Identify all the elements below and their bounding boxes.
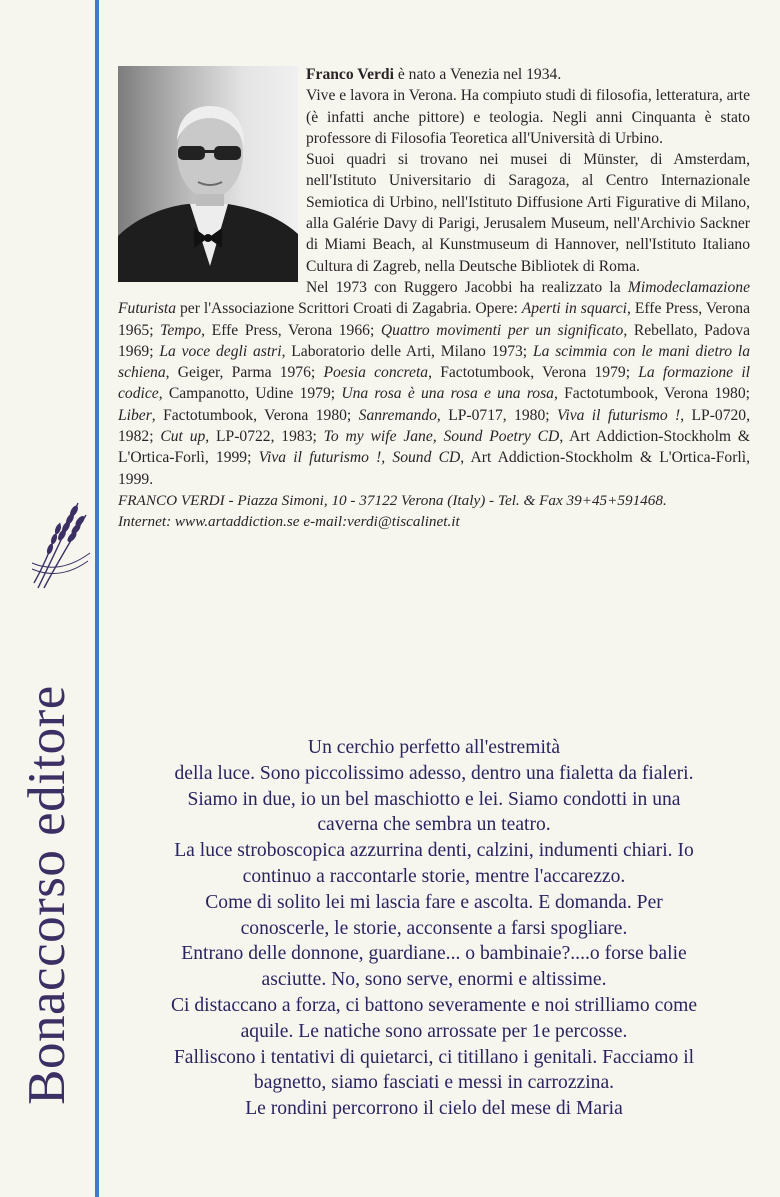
work-title: La formazione il codice [118,364,750,403]
poem-line: Un cerchio perfetto all'estremità [307,737,561,758]
contact-internet: Internet: www.artaddiction.se e-mail:verdi@tiscalinet.it [118,512,460,530]
work-title: La scimmia con le mani dietro la schiena [118,342,750,382]
work-detail: Nel 1973 con Ruggero Jacobbi ha realizzato la [306,278,628,296]
poem-line: Entrano delle donnone, guardiane... o bambinaie?....o forse balie [181,943,687,965]
poem-line: aquile. Le natiche sono arrossate per 1e percosse. [240,1020,628,1042]
work-detail: , LP-0717, 1980; [436,406,557,424]
work-detail: , Art Addiction-Stockholm & L'Ortica-Forlì, 1999; [118,428,750,467]
bio-career: Vive e lavora in Verona. Ha compiuto studi di filosofia, letteratura, arte (è infatti anche pittore) e teologia. Negli anni Cinquanta è stato professore di Filosofia Teoretica all'Università di Urbino. [306,87,750,147]
work-detail: , LP-0720, 1982; [118,406,750,446]
contact-address: FRANCO VERDI - Piazza Simoni, 10 - 37122 Verona (Italy) - Tel. & Fax 39+45+591468. [118,491,667,509]
work-detail: , Art Addiction-Stockholm & L'Ortica-Forlì, 1999. [118,449,750,488]
work-detail: , LP-0722, 1983; [205,428,324,446]
work-title: Sanremando [358,406,437,424]
work-title: Viva il futurismo ! [557,406,681,424]
work-title: Aperti in squarci [521,300,627,318]
poem-text [118,735,750,1122]
bio-collections: Suoi quadri si trovano nei musei di Münster, di Amsterdam, nell'Istituto Universitario di Saragoza, al Centro Internazionale Semiotica di Urbino, nell'Istituto Diffusione Arti Figurative di Milano, alla Galérie Davy di Parigi, Jerusalem Museum, nell'Archivio Sackner di Miami Beach, al Kunstmuseum di Hannover, nell'Istituto Italiano Cultura di Zagreb, nella Deutsche Bibliotek di Roma. [306,151,750,275]
poem-line: della luce. Sono piccolissimo adesso, dentro una fialetta da fialeri. [174,762,694,784]
work-detail: , Effe Press, Verona 1965; [118,300,750,339]
poem-line: Come di solito lei mi lascia fare e ascolta. E domanda. Per [205,891,663,913]
work-title: Quattro movimenti per un significato [380,321,624,339]
work-title: To my wife Jane, Sound Poetry CD [323,428,560,446]
work-title: Una rosa è una rosa e una rosa [341,385,554,403]
work-title: Viva il futurismo !, Sound CD [258,449,461,467]
poem-line: La luce stroboscopica azzurrina denti, calzini, indumenti chiari. Io [174,840,694,862]
bio-intro: Franco Verdi è nato a Venezia nel 1934. [306,66,562,83]
poem-line: caverna che sembra un teatro. [317,814,551,836]
work-detail: , Geiger, Parma 1976; [165,364,324,382]
author-biography [118,64,750,532]
author-name: Franco Verdi [306,66,394,83]
work-title: Mimodeclamazione Futurista [118,278,750,318]
publisher-spine-title: Bonaccorso editore [18,685,76,1105]
work-detail: , Rebellato, Padova 1969; [118,321,750,360]
work-detail: , Campanotto, Udine 1979; [158,385,342,403]
poem-line: conoscerle, le storie, acconsente a farsi spogliare. [240,917,628,939]
work-title: Tempo [160,321,202,339]
poem-line: asciutte. No, sono serve, enormi e altissime. [261,969,607,991]
bio-works-list [118,277,750,490]
work-title: Liber [118,406,152,424]
work-title: Poesia concreta [323,364,429,382]
work-detail: per l'Associazione Scrittori Croati di Zagabria. Opere: [176,300,522,318]
poem-line: Falliscono i tentativi di quietarci, ci titillano i genitali. Facciamo il [173,1046,695,1068]
poem-line: Le rondini percorrono il cielo del mese di Maria [245,1098,623,1120]
poem-line: bagnetto, siamo fasciati e messi in carrozzina. [253,1072,615,1094]
poem-line: Ci distaccano a forza, ci battono severamente e noi strilliamo come [170,994,698,1016]
work-title: Cut up [160,428,206,446]
work-detail: , Effe Press, Verona 1966; [201,321,381,339]
work-detail: , Factotumbook, Verona 1980; [553,385,750,403]
work-detail: , Laboratorio delle Arti, Milano 1973; [281,342,533,360]
poem-line: Siamo in due, io un bel maschiotto e lei. Siamo condotti in una [187,788,681,810]
blue-margin-rule [95,0,99,1197]
work-detail: , Factotumbook, Verona 1979; [428,364,639,382]
work-detail: , Factotumbook, Verona 1980; [151,406,359,424]
wheat-logo-icon [30,493,92,593]
work-title: La voce degli astri [159,342,282,360]
poem-line: continuo a raccontarle storie, mentre l'accarezzo. [242,865,626,887]
